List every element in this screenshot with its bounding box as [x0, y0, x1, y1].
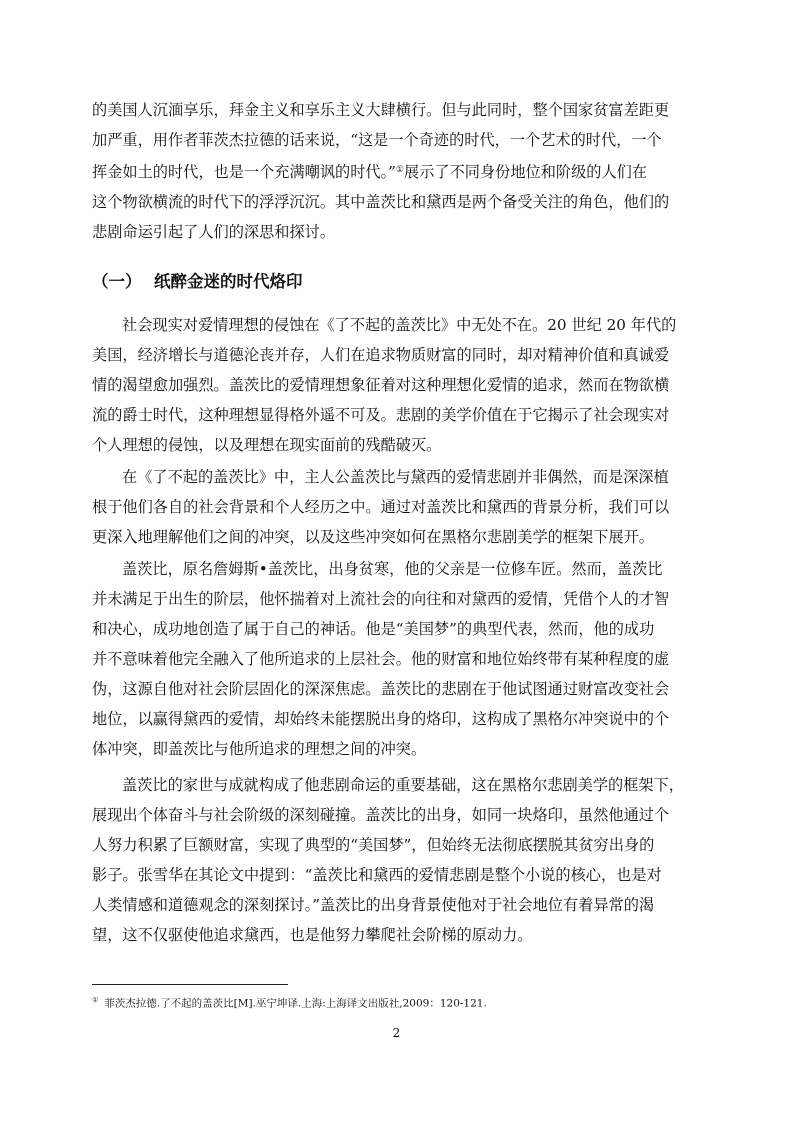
text-line: 盖茨比的家世与成就构成了他悲剧命运的重要基础，这在黑格尔悲剧美学的框架下， [122, 776, 684, 794]
body-paragraph [92, 310, 712, 460]
body-paragraph [92, 554, 712, 764]
text-line: 伪，这源自他对社会阶层固化的深深焦虑。盖茨比的悲剧在于他试图通过财富改变社会 [92, 680, 670, 698]
text-line-part: 挥金如土的时代，也是一个充满嘲讽的时代。” [92, 163, 396, 181]
text-line [92, 155, 712, 187]
text-line: 社会现实对爱情理想的侵蚀在《了不起的盖茨比》中无处不在。20 世纪 20 年代的 [122, 316, 677, 334]
text-line: 体冲突，即盖茨比与他所追求的理想之间的冲突。 [92, 740, 427, 758]
text-line: 并不意味着他完全融入了他所追求的上层社会。他的财富和地位始终带有某种程度的虚 [92, 650, 670, 668]
text-line: 加严重，用作者菲茨杰拉德的话来说，“这是一个奇迹的时代，一个艺术的时代，一个 [92, 131, 662, 149]
text-line: 这个物欲横流的时代下的浮浮沉沉。其中盖茨比和黛西是两个备受关注的角色，他们的 [92, 193, 670, 211]
text-line: 望，这不仅驱使他追求黛西，也是他努力攀爬社会阶梯的原动力。 [92, 926, 533, 944]
text-line: 并未满足于出生的阶层，他怀揣着对上流社会的向往和对黛西的爱情，凭借个人的才智 [92, 590, 670, 608]
text-line: 更深入地理解他们之间的冲突，以及这些冲突如何在黑格尔悲剧美学的框架下展开。 [92, 528, 654, 546]
footnote-mark: ① [92, 996, 99, 1004]
text-line: 美国，经济增长与道德沦丧并存，人们在追求物质财富的同时，却对精神价值和真诚爱 [92, 346, 670, 364]
text-line: 人努力积累了巨额财富，实现了典型的“美国梦”，但始终无法彻底摆脱其贫穷出身的 [92, 836, 655, 854]
body-paragraph [92, 462, 712, 552]
text-line: 悲剧命运引起了人们的深思和探讨。 [92, 223, 335, 241]
page-number: 2 [392, 1026, 401, 1040]
footnote [92, 992, 487, 1012]
text-line: 影子。张雪华在其论文中提到：“盖茨比和黛西的爱情悲剧是整个小说的核心，也是对 [92, 866, 662, 884]
text-line: 盖茨比，原名詹姆斯•盖茨比，出身贫寒，他的父亲是一位修车匠。然而，盖茨比 [122, 560, 663, 578]
text-line: 在《了不起的盖茨比》中，主人公盖茨比与黛西的爱情悲剧并非偶然，而是深深植 [122, 468, 669, 486]
text-line: 展现出个体奋斗与社会阶级的深刻碰撞。盖茨比的出身，如同一块烙印，虽然他通过个 [92, 806, 670, 824]
intro-paragraph [92, 95, 712, 247]
text-line: 人类情感和道德观念的深刻探讨。”盖茨比的出身背景使他对于社会地位有着异常的渴 [92, 896, 655, 914]
text-line: 地位，以赢得黛西的爱情，却始终未能摆脱出身的烙印，这构成了黑格尔冲突说中的个 [92, 710, 670, 728]
text-line: 和决心，成功地创造了属于自己的神话。他是“美国梦”的典型代表，然而，他的成功 [92, 620, 655, 638]
text-line-part: 展示了不同身份地位和阶级的人们在 [404, 163, 647, 181]
text-line: 流的爵士时代，这种理想显得格外遥不可及。悲剧的美学价值在于它揭示了社会现实对 [92, 406, 670, 424]
text-line: 情的渴望愈加强烈。盖茨比的爱情理想象征着对这种理想化爱情的追求，然而在物欲横 [92, 376, 670, 394]
text-line: 的美国人沉湎享乐，拜金主义和享乐主义大肆横行。但与此同时，整个国家贫富差距更 [92, 101, 670, 119]
footnote-text: 菲茨杰拉德.了不起的盖茨比[M].巫宁坤译.上海:上海译文出版社,2009：120-121. [104, 997, 487, 1010]
footnote-divider [92, 984, 288, 985]
section-heading [92, 267, 303, 297]
section-title: 纸醉金迷的时代烙印 [154, 272, 303, 291]
text-line: 根于他们各自的社会背景和个人经历之中。通过对盖茨比和黛西的背景分析，我们可以 [92, 498, 670, 516]
body-paragraph [92, 770, 712, 950]
section-number: （一） [92, 272, 142, 291]
footnote-reference[interactable]: ① [395, 165, 404, 175]
text-line: 个人理想的侵蚀，以及理想在现实面前的残酷破灭。 [92, 436, 442, 454]
